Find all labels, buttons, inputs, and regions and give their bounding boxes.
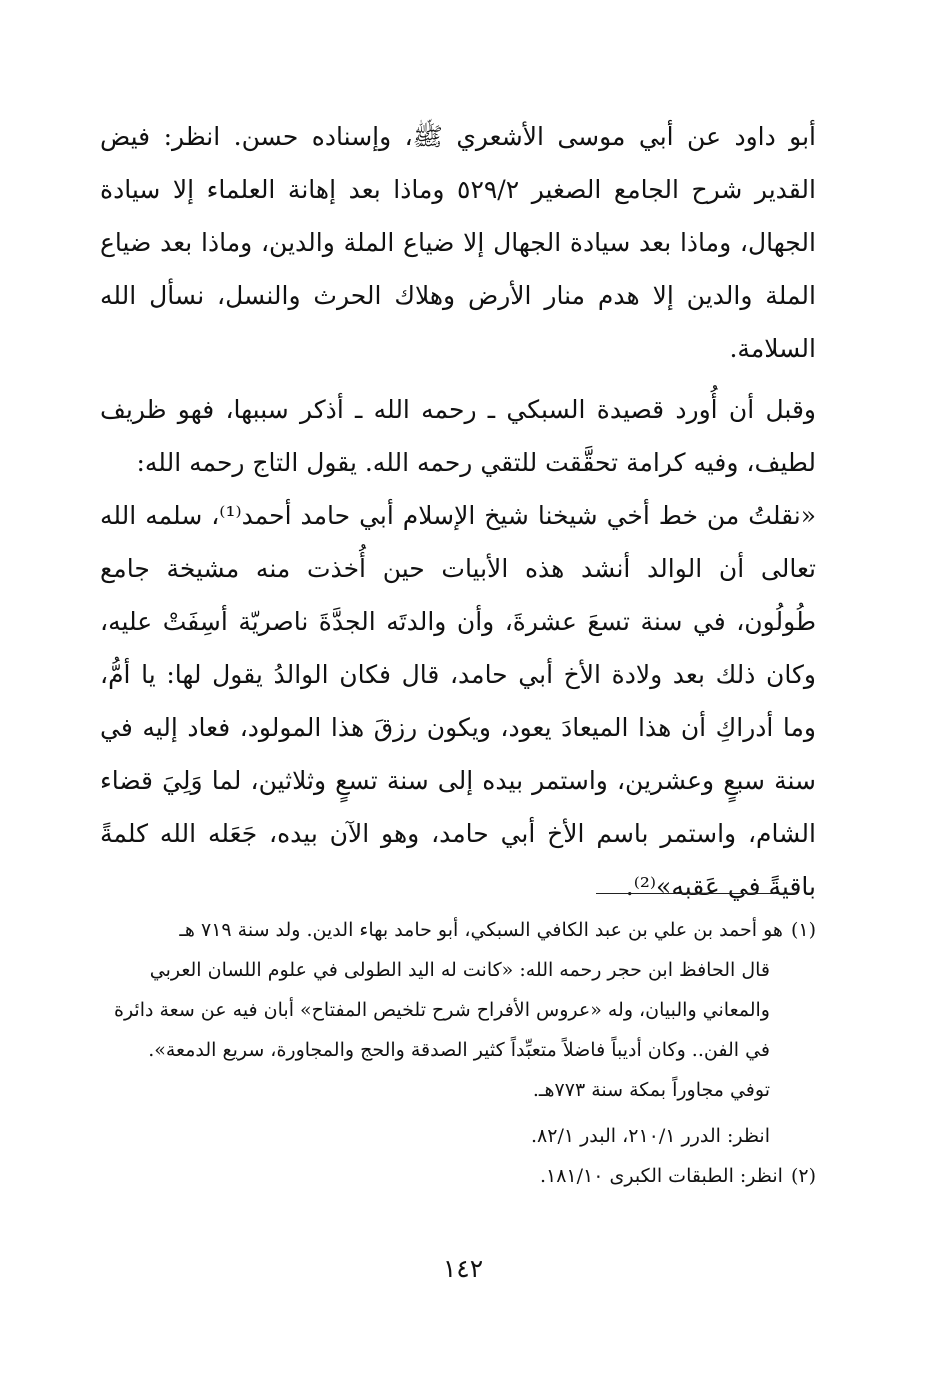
footnote-1-number: (١) — [790, 919, 816, 941]
footnote-1-line-2: قال الحافظ ابن حجر رحمه الله: «كانت له اليد الطولى في علوم اللسان العربي — [149, 959, 770, 981]
footnotes — [100, 910, 816, 1196]
footnote-1-line-3: والمعاني والبيان، وله «عروس الأفراح شرح تلخيص المفتاح» أبان فيه عن سعة دائرة — [113, 999, 770, 1021]
footnote-1-text: هو أحمد بن علي بن عبد الكافي السبكي، أبو حامد بهاء الدين. ولد سنة ٧١٩ هـ — [179, 919, 783, 941]
footnote-1-line-1 — [100, 910, 816, 950]
footnote-1-line-4: في الفن.. وكان أديباً فاضلاً متعبِّداً كثير الصدقة والحج والمجاورة، سريع الدمعة». — [148, 1039, 770, 1061]
main-text — [100, 110, 816, 913]
body-paragraph-1: أبو داود عن أبي موسى الأشعري ﷺ، وإسناده حسن. انظر: فيض القدير شرح الجامع الصغير ٥٢٩/٢ وماذا بعد إهانة العلماء إلا سيادة الجهال، وماذا بعد سيادة الجهال إلا ضياع الملة والدين، وماذا بعد ضياع الملة والدين إلا هدم منار الأرض وهلاك الحرث والنسل، نسأل الله السلامة. — [100, 122, 816, 363]
body-paragraph-3: «نقلتُ من خط أخي شيخنا شيخ الإسلام أبي حامد أحمد⁽¹⁾، سلمه الله تعالى أن الوالد أنشد هذه الأبيات حين أُخذت منه مشيخة جامع طُولُون، في سنة تسعَ عشرةَ، وأن والدتَه الجدَّةَ ناصريّة أسِفَتْ عليه، وكان ذلك بعد ولادة الأخ أبي حامد، قال فكان الوالدُ يقول لها: يا أمُّ، وما أدراكِ أن هذا الميعادَ يعود، ويكون رزقَ هذا المولود، فعاد إليه في سنة سبعٍ وعشرين، واستمر بيده إلى سنة تسعٍ وثلاثين، لما وَلِيَ قضاء الشام، واستمر باسم الأخ أبي حامد، وهو الآن بيده، جَعَله الله كلمةً باقيةً في عَقبه»⁽²⁾. — [100, 501, 816, 901]
footnote-2-line-1 — [100, 1156, 816, 1196]
footnote-1-reference: انظر: الدرر ٢١٠/١، البدر ٨٢/١. — [531, 1125, 770, 1147]
body-paragraph-2: وقبل أن أُورد قصيدة السبكي ـ رحمه الله ـ أذكر سببها، فهو ظريف لطيف، وفيه كرامة تحقَّقت للتقي رحمه الله. يقول التاج رحمه الله: — [100, 395, 816, 477]
footnote-separator — [596, 893, 796, 894]
footnote-2-text: انظر: الطبقات الكبرى ١٨١/١٠. — [539, 1165, 783, 1187]
footnote-1-line-5: توفي مجاوراً بمكة سنة ٧٧٣هـ. — [532, 1079, 770, 1101]
page-number: ١٤٢ — [442, 1254, 484, 1283]
footnote-2-number: (٢) — [790, 1165, 816, 1187]
